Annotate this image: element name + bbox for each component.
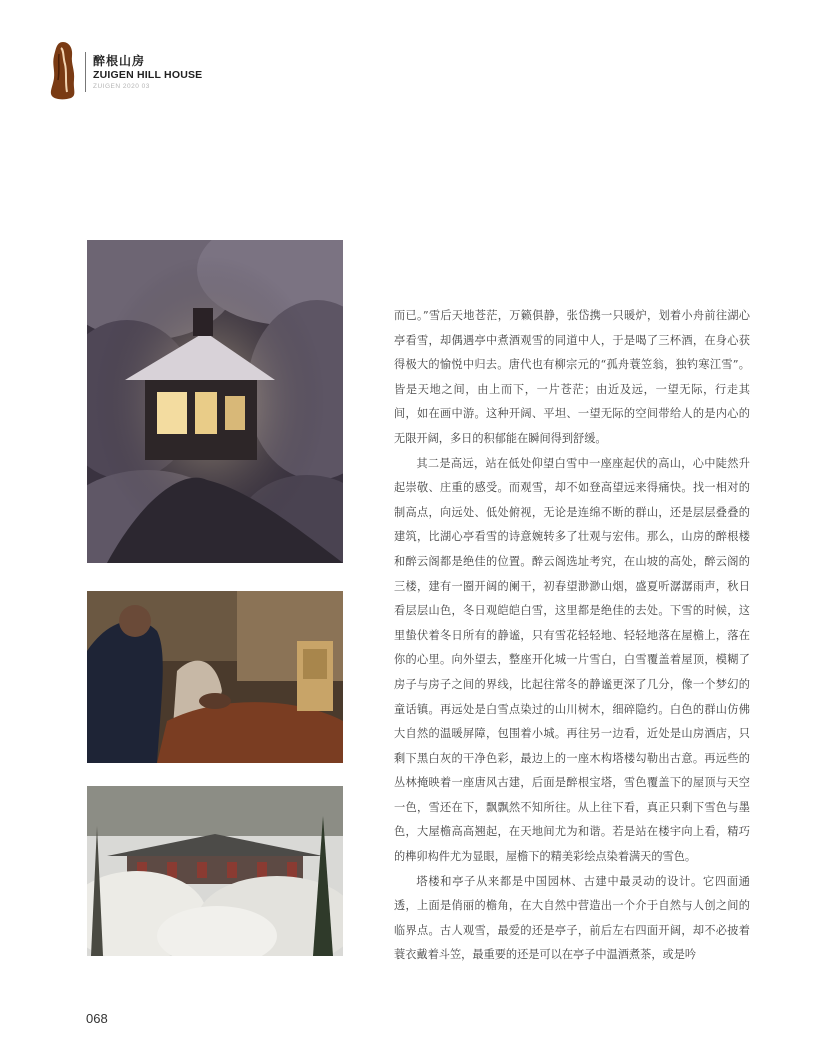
tea-ceremony-photo xyxy=(87,591,343,763)
snow-lantern-photo xyxy=(87,240,343,563)
issue-label: ZUIGEN 2020 03 xyxy=(93,83,150,90)
root-carving-logo xyxy=(47,40,79,100)
brand-name-english: ZUIGEN HILL HOUSE xyxy=(93,69,203,81)
article-paragraph-1: 而已。”雪后天地苍茫，万籁俱静，张岱携一只暖炉，划着小舟前往湖心亭看雪，却偶遇亭中煮酒观雪的同道中人，于是喝了三杯酒，在身心获得极大的愉悦中归去。唐代也有柳宗元的“孤舟蓑笠翁，独钓寒江雪”。皆是天地之间，由上而下，一片苍茫；由近及远，一望无际，行走其间，如在画中游。这种开阔、平坦、一望无际的空间带给人的是内心的无限开阔，多日的积郁能在瞬间得到舒缓。 xyxy=(394,309,750,445)
page-number: 068 xyxy=(86,1011,108,1026)
header-divider xyxy=(85,52,86,92)
snowy-hill-house-photo xyxy=(87,786,343,956)
brand-name-chinese: 醉根山房 xyxy=(93,54,146,68)
article-paragraph-2: 其二是高远，站在低处仰望白雪中一座座起伏的高山，心中陡然升起崇敬、庄重的感受。而观雪，却不如登高望远来得痛快。找一相对的制高点，向远处、低处俯视，无论是连绵不断的群山，还是层层叠叠的建筑，比湖心亭看雪的诗意婉转多了壮观与宏伟。那么，山房的醉根楼和醉云阁都是绝佳的位置。醉云阁选址考究，在山坡的高处，醉云阁的三楼，建有一圈开阔的阑干，初春望渺渺山烟，盛夏听潺潺雨声，秋日看层层山色，冬日观皑皑白雪，这里都是绝佳的去处。下雪的时候，这里蛰伏着冬日所有的静谧，只有雪花轻轻地、轻轻地落在屋檐上，落在你的心里。向外望去，整座开化城一片雪白，白雪覆盖着屋顶，模糊了房子与房子之间的界线，比起往常冬的静谧更深了几分，像一个梦幻的童话镇。再远处是白雪点染过的山川树木，细碎隐约。白色的群山仿佛大自然的温暖屏障，包围着小城。再往另一边看，近处是山房酒店，只剩下黑白灰的干净色彩，最边上的一座木构塔楼勾勒出古意。再远些的丛林掩映着一座唐风古建，后面是醉根宝塔，雪色覆盖下的屋顶与天空一色，雪还在下，飘飘然不知所往。从上往下看，真正只剩下雪色与墨色，大屋檐高高翘起，在天地间尤为和谐。若是站在楼宇向上看，精巧的榫卯构件尤为显眼，屋檐下的精美彩绘点染着满天的雪色。 xyxy=(394,456,750,864)
article-paragraph-3: 塔楼和亭子从来都是中国园林、古建中最灵动的设计。它四面通透，上面是俏丽的檐角，在大自然中营造出一个介于自然与人创之间的临界点。古人观雪，最爱的还是亭子，前后左右四面开阔，却不必披着蓑衣戴着斗笠，最重要的还是可以在亭子中温酒煮茶，或是吟 xyxy=(394,874,750,962)
article-body xyxy=(394,304,750,968)
